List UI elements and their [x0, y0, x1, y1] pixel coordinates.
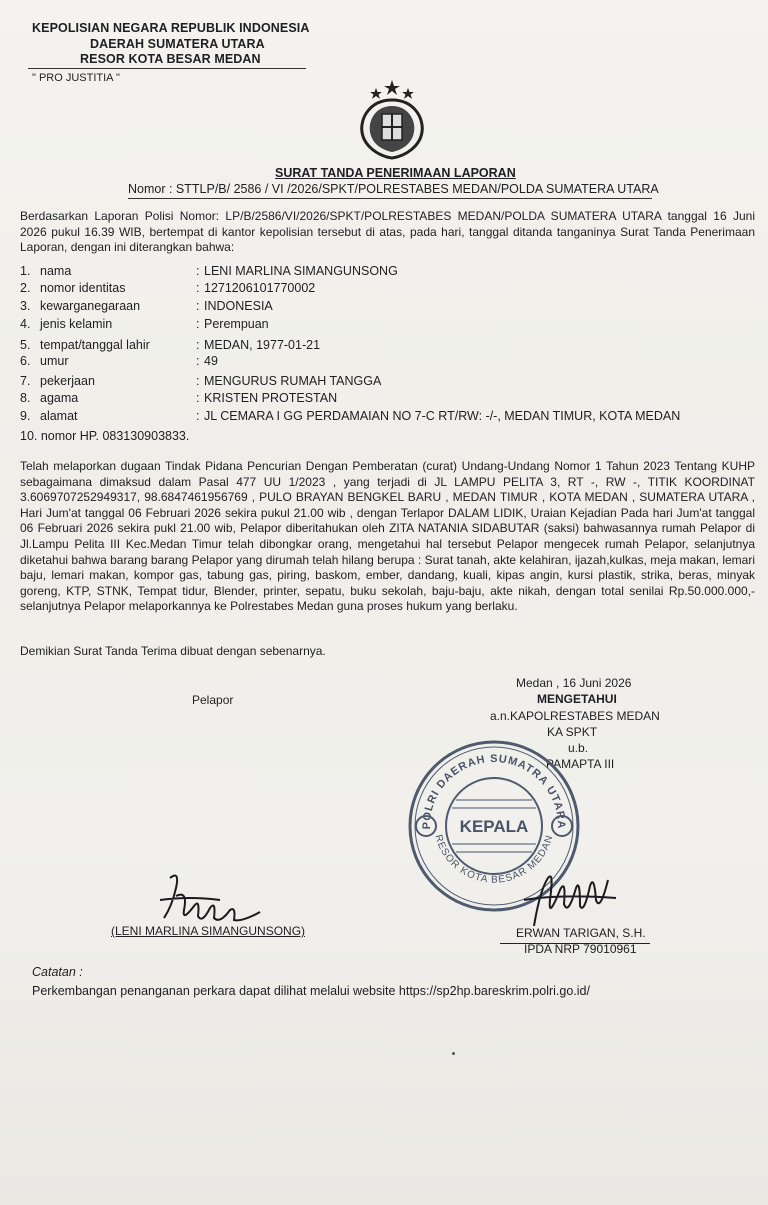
header-region: DAERAH SUMATERA UTARA: [90, 37, 265, 51]
ka-spkt: KA SPKT: [547, 725, 598, 739]
field-number: 9.: [20, 409, 31, 423]
field-number: 7.: [20, 374, 31, 388]
catatan-text: Perkembangan penanganan perkara dapat dilihat melalui website https://sp2hp.bareskrim.polri.go.id/: [32, 984, 590, 998]
reporter-name: (LENI MARLINA SIMANGUNSONG): [111, 924, 306, 938]
header-resor: RESOR KOTA BESAR MEDAN: [80, 52, 261, 66]
incident-paragraph: Telah melaporkan dugaan Tindak Pidana Pencurian Dengan Pemberatan (curat) Undang-Undang Nomor 1 Tahun 2023 Tentang KUHP sebagaimana dimaksud dalam Pasal 477 UU 1/2023 , yang terjadi di JL LAMPU PELITA 3, RT -, RW -, TITIK KOORDINAT 3.6069707252949317, 98.6847461956769 , PULO BRAYAN BENGKEL BARU , MEDAN TIMUR , KOTA MEDAN , SUMATERA UTARA , Hari Jum'at tanggal 06 Februari 2026 sekira pukul 21.00 wib , dengan Terlapor DALAM LIDIK, Uraian Kejadian Pada hari Jum'at tanggal 06 Februari 2026 sekira pukl 21.00 wib, Pelapor diberitahukan oleh ZITA NATANIA SIDABUTAR (saksi) bahwasannya rumah Pelapor di Jl.Lampu Pelita III Kec.Medan Timur telah dibongkar orang, mengetahui hal tersebut Pelapor mengecek rumah Pelapor, selanjutnya diketahui bahwa barang barang Pelapor yang dirumah telah hilang berupa : Surat tanah, akte kelahiran, ijazah,kulkas, meja makan, lemari baju, lemari makan, kompor gas, tabung gas, piring, baskom, ember, dandang, kuali, kipas angin, kursi plastik, strika, beras, minyak goreng, KTP, STNK, Tempat tidur, Blender, printer, sepatu, buku sekolah, baju-baju, akte nikah, dengan total senilai Rp.50.000.000,- selanjutnya Pelapor melaporkannya ke Polrestabes Medan guna proses hukum yang berlaku.: [20, 459, 755, 614]
closing-statement: Demikian Surat Tanda Terima dibuat dengan sebenarnya.: [20, 644, 326, 658]
field-value: JL CEMARA I GG PERDAMAIAN NO 7-C RT/RW: -/-, MEDAN TIMUR, KOTA MEDAN: [204, 409, 681, 423]
pamapta-label: PAMAPTA III: [546, 757, 615, 771]
header-underline: [28, 68, 306, 69]
field-value: MEDAN, 1977-01-21: [204, 338, 321, 352]
field-colon: :: [196, 409, 200, 423]
field-colon: :: [196, 374, 200, 388]
header-institution: KEPOLISIAN NEGARA REPUBLIK INDONESIA: [32, 21, 310, 35]
speck: [452, 1052, 455, 1055]
field-colon: :: [196, 264, 200, 278]
field-label: nama: [40, 264, 72, 278]
police-emblem-icon: [352, 78, 432, 160]
field-number: 3.: [20, 299, 31, 313]
stamp-center-text: KEPALA: [459, 817, 529, 836]
field-number: 4.: [20, 317, 31, 331]
field-number: 1.: [20, 264, 31, 278]
number-underline: [128, 198, 652, 199]
field-label: kewarganegaraan: [40, 299, 141, 313]
mengetahui-label: MENGETAHUI: [537, 692, 617, 706]
field-number: 2.: [20, 281, 31, 295]
field-label: jenis kelamin: [40, 317, 113, 331]
field-colon: :: [196, 354, 200, 368]
officer-nrp: IPDA NRP 79010961: [524, 942, 637, 956]
field-value: 1271206101770002: [204, 281, 316, 295]
document-number: Nomor : STTLP/B/ 2586 / VI /2026/SPKT/POLRESTABES MEDAN/POLDA SUMATERA UTARA: [128, 182, 659, 196]
officer-name: ERWAN TARIGAN, S.H.: [516, 926, 646, 940]
ub-label: u.b.: [568, 741, 589, 755]
field-colon: :: [196, 299, 200, 313]
pro-justitia: " PRO JUSTITIA ": [32, 72, 120, 84]
field-value: INDONESIA: [204, 299, 273, 313]
field-label: umur: [40, 354, 69, 368]
field-label: nomor identitas: [40, 281, 126, 295]
stamp-bottom-text: RESOR KOTA BESAR MEDAN: [432, 833, 556, 886]
field-value: Perempuan: [204, 317, 269, 331]
field-value: 49: [204, 354, 218, 368]
field-colon: :: [196, 281, 200, 295]
document-title: SURAT TANDA PENERIMAAN LAPORAN: [275, 166, 516, 180]
field-label: tempat/tanggal lahir: [40, 338, 150, 352]
field-value: MENGURUS RUMAH TANGGA: [204, 374, 382, 388]
field-number: 6.: [20, 354, 31, 368]
field-number: 5.: [20, 338, 31, 352]
stamp-top-text: POLRI DAERAH SUMATRA UTARA: [420, 752, 568, 830]
reporter-signature-icon: [150, 866, 300, 930]
officer-signature-icon: [520, 860, 620, 932]
intro-paragraph: Berdasarkan Laporan Polisi Nomor: LP/B/2586/VI/2026/SPKT/POLRESTABES MEDAN/POLDA SUMATERA UTARA tanggal 16 Juni 2026 pukul 16.39 WIB, bertempat di kantor kepolisian tersebut di atas, pada hari, tanggal ditanda tanganinya Surat Tanda Penerimaan Laporan, dengan ini diterangkan bahwa:: [20, 209, 755, 255]
field-phone: 10. nomor HP. 083130903833.: [20, 429, 190, 443]
field-number: 8.: [20, 391, 31, 405]
field-label: pekerjaan: [40, 374, 95, 388]
place-date: Medan , 16 Juni 2026: [516, 676, 632, 690]
field-colon: :: [196, 391, 200, 405]
field-value: LENI MARLINA SIMANGUNSONG: [204, 264, 398, 278]
an-kapolrestabes: a.n.KAPOLRESTABES MEDAN: [490, 709, 660, 723]
field-label: alamat: [40, 409, 78, 423]
field-value: KRISTEN PROTESTAN: [204, 391, 338, 405]
field-colon: :: [196, 338, 200, 352]
catatan-label: Catatan :: [32, 965, 83, 979]
field-colon: :: [196, 317, 200, 331]
field-label: agama: [40, 391, 79, 405]
pelapor-label: Pelapor: [192, 693, 234, 707]
